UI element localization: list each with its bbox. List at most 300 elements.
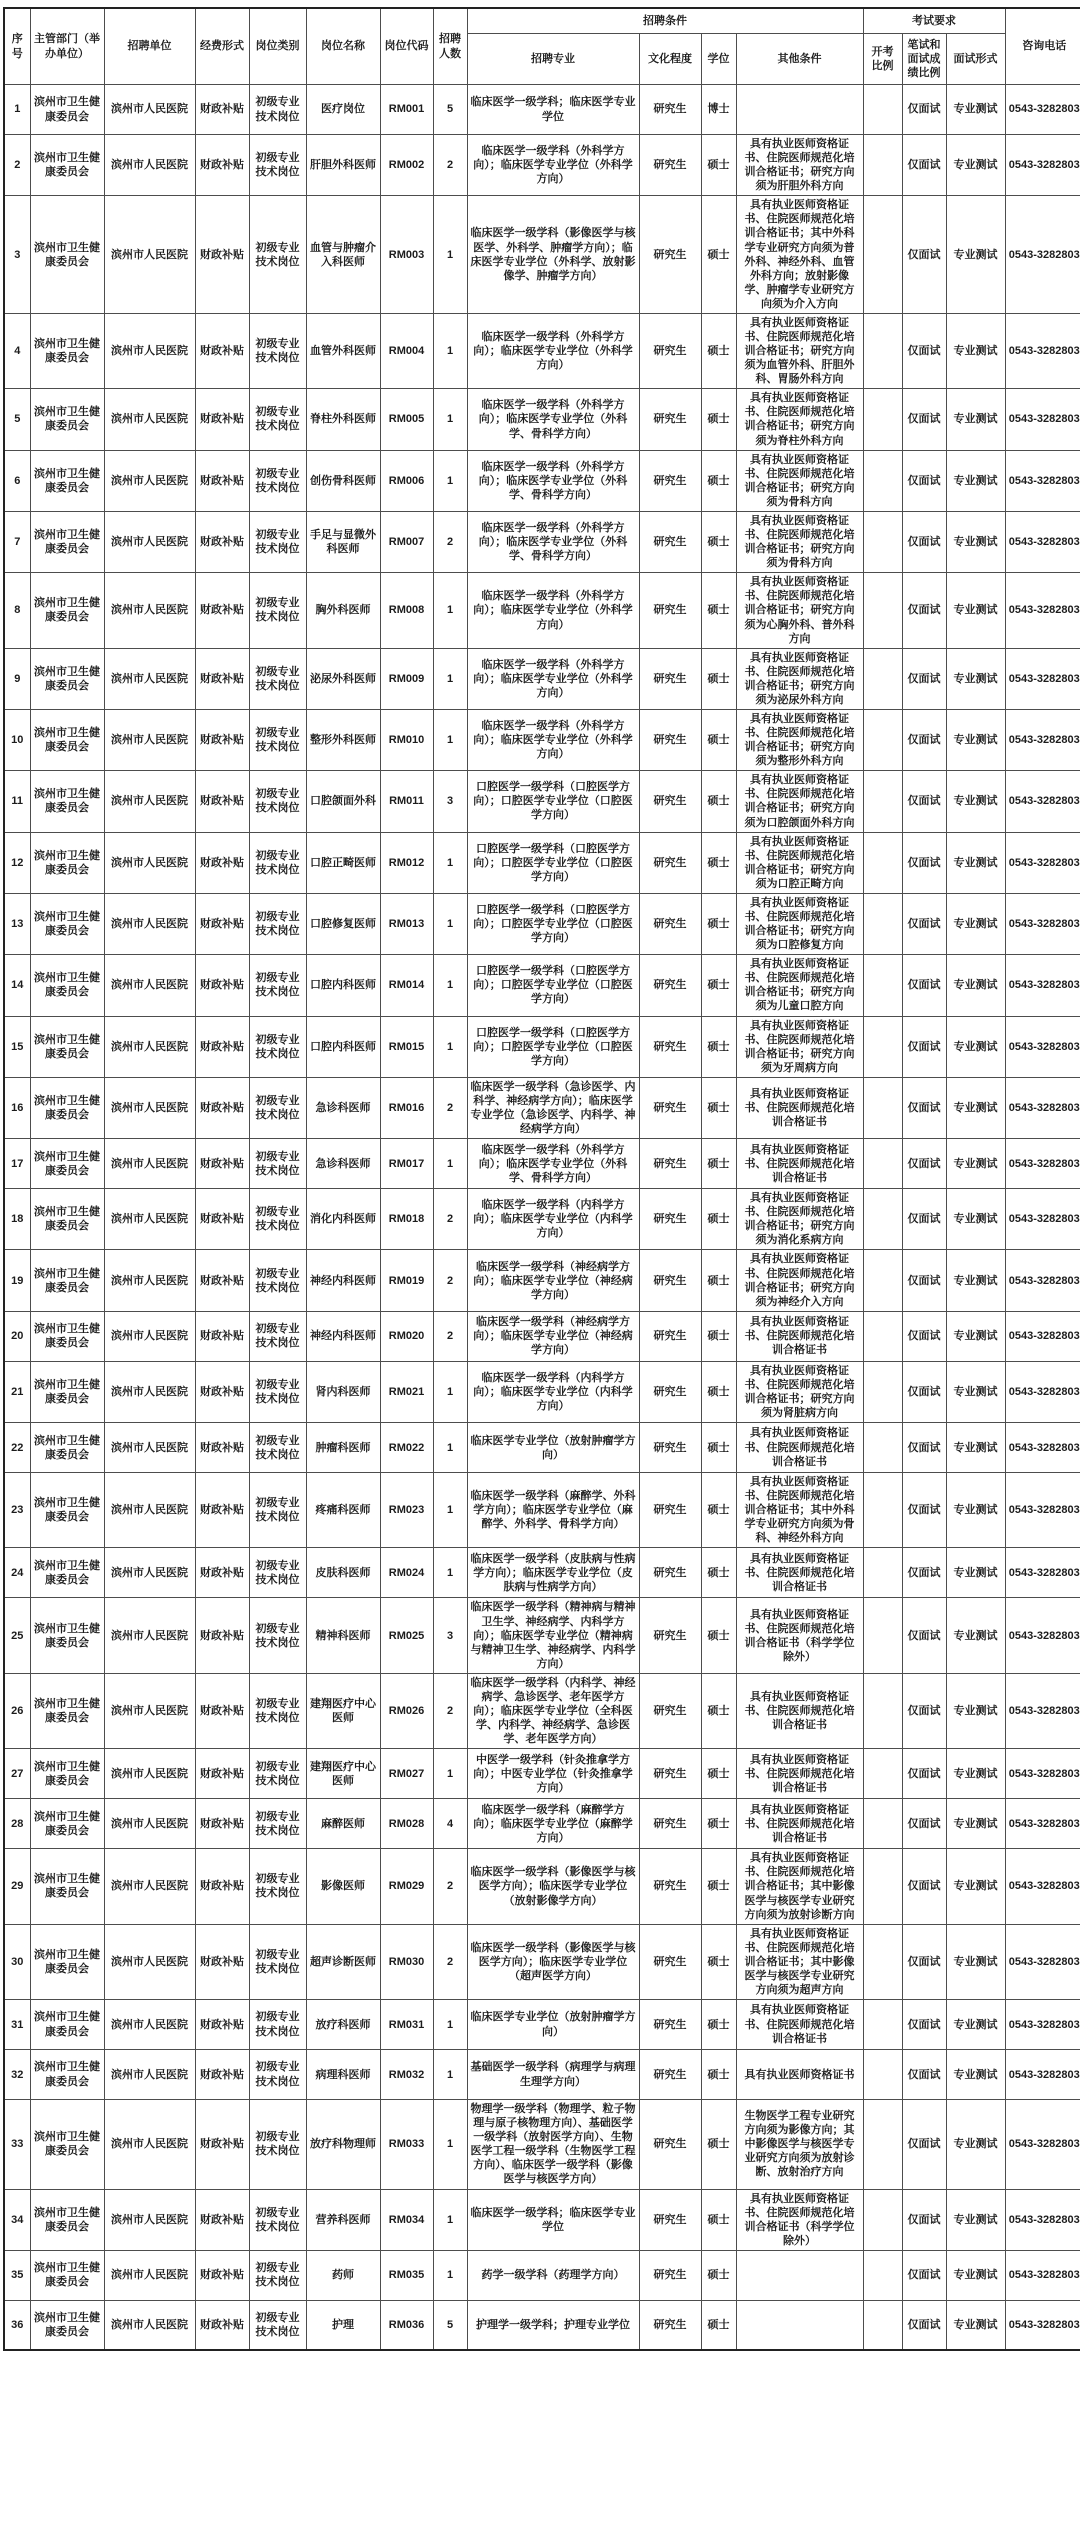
cell-phone: 0543-3282803	[1005, 450, 1080, 511]
cell-interview-form: 专业测试	[946, 196, 1005, 314]
cell-other-conditions: 具有执业医师资格证书、住院医师规范化培训合格证书；研究方向须为消化系病方向	[736, 1189, 863, 1250]
cell-phone: 0543-3282803	[1005, 135, 1080, 196]
cell-position-name: 急诊科医师	[306, 1139, 380, 1189]
cell-funding-form: 财政补贴	[195, 1361, 249, 1422]
cell-department: 滨州市卫生健康委员会	[30, 1311, 104, 1361]
cell-recruiting-unit: 滨州市人民医院	[104, 1311, 195, 1361]
cell-interview-form: 专业测试	[946, 893, 1005, 954]
cell-education: 研究生	[639, 1799, 701, 1849]
cell-recruiting-unit: 滨州市人民医院	[104, 1673, 195, 1748]
cell-position-category: 初级专业技术岗位	[249, 1361, 306, 1422]
cell-degree: 硕士	[701, 1673, 736, 1748]
table-row	[4, 1139, 1080, 1189]
cell-department: 滨州市卫生健康委员会	[30, 1423, 104, 1473]
cell-serial: 17	[4, 1139, 30, 1189]
cell-score-ratio: 仅面试	[902, 2300, 946, 2350]
cell-start-ratio	[863, 1749, 902, 1799]
cell-major: 临床医学一级学科（急诊医学、内科学、神经病学方向）；临床医学专业学位（急诊医学、内科学、神经病学方向）	[467, 1077, 639, 1138]
table-row	[4, 1016, 1080, 1077]
cell-start-ratio	[863, 1077, 902, 1138]
cell-recruit-count: 2	[433, 511, 467, 572]
cell-position-name: 病理科医师	[306, 2050, 380, 2100]
col-header-position-code: 岗位代码	[380, 8, 433, 85]
cell-education: 研究生	[639, 832, 701, 893]
cell-degree: 硕士	[701, 1139, 736, 1189]
cell-major: 临床医学专业学位（放射肿瘤学方向）	[467, 2000, 639, 2050]
cell-serial: 16	[4, 1077, 30, 1138]
table-row	[4, 1673, 1080, 1748]
cell-position-code: RM032	[380, 2050, 433, 2100]
cell-phone: 0543-3282803	[1005, 85, 1080, 135]
cell-other-conditions: 具有执业医师资格证书、住院医师规范化培训合格证书	[736, 1749, 863, 1799]
cell-funding-form: 财政补贴	[195, 893, 249, 954]
cell-position-category: 初级专业技术岗位	[249, 85, 306, 135]
recruitment-table	[3, 7, 1080, 2351]
cell-education: 研究生	[639, 313, 701, 388]
table-row	[4, 2250, 1080, 2300]
cell-major: 口腔医学一级学科（口腔医学方向）；口腔医学专业学位（口腔医学方向）	[467, 893, 639, 954]
table-row	[4, 2100, 1080, 2189]
cell-serial: 22	[4, 1423, 30, 1473]
cell-recruiting-unit: 滨州市人民医院	[104, 1799, 195, 1849]
cell-major: 临床医学一级学科（影像医学与核医学方向）；临床医学专业学位（放射影像学方向）	[467, 1849, 639, 1924]
cell-position-category: 初级专业技术岗位	[249, 1598, 306, 1673]
cell-department: 滨州市卫生健康委员会	[30, 135, 104, 196]
cell-position-category: 初级专业技术岗位	[249, 2250, 306, 2300]
cell-score-ratio: 仅面试	[902, 1673, 946, 1748]
cell-department: 滨州市卫生健康委员会	[30, 2250, 104, 2300]
cell-position-category: 初级专业技术岗位	[249, 1139, 306, 1189]
cell-interview-form: 专业测试	[946, 1849, 1005, 1924]
cell-funding-form: 财政补贴	[195, 1016, 249, 1077]
cell-recruiting-unit: 滨州市人民医院	[104, 2050, 195, 2100]
col-header-department: 主管部门（举办单位）	[30, 8, 104, 85]
cell-position-name: 疼痛科医师	[306, 1473, 380, 1548]
cell-degree: 硕士	[701, 1598, 736, 1673]
cell-serial: 31	[4, 2000, 30, 2050]
cell-degree: 硕士	[701, 648, 736, 709]
cell-degree: 硕士	[701, 450, 736, 511]
cell-start-ratio	[863, 450, 902, 511]
cell-other-conditions: 具有执业医师资格证书、住院医师规范化培训合格证书；其中外科学专业研究方向须为骨科、神经外科方向	[736, 1473, 863, 1548]
cell-other-conditions: 具有执业医师资格证书、住院医师规范化培训合格证书；其中外科学专业研究方向须为普外科、神经外科、血管外科方向；放射影像学、肿瘤学专业研究方向须为介入方向	[736, 196, 863, 314]
col-header-recruit-count: 招聘人数	[433, 8, 467, 85]
cell-recruit-count: 1	[433, 196, 467, 314]
cell-degree: 硕士	[701, 135, 736, 196]
col-header-recruiting-unit: 招聘单位	[104, 8, 195, 85]
cell-interview-form: 专业测试	[946, 1799, 1005, 1849]
cell-score-ratio: 仅面试	[902, 511, 946, 572]
cell-interview-form: 专业测试	[946, 511, 1005, 572]
cell-serial: 19	[4, 1250, 30, 1311]
cell-other-conditions	[736, 85, 863, 135]
cell-phone: 0543-3282803	[1005, 1548, 1080, 1598]
cell-recruiting-unit: 滨州市人民医院	[104, 313, 195, 388]
cell-start-ratio	[863, 313, 902, 388]
cell-recruiting-unit: 滨州市人民医院	[104, 2250, 195, 2300]
cell-start-ratio	[863, 2300, 902, 2350]
cell-serial: 14	[4, 955, 30, 1016]
cell-degree: 硕士	[701, 1250, 736, 1311]
col-header-start-ratio: 开考比例	[863, 34, 902, 85]
cell-education: 研究生	[639, 2050, 701, 2100]
cell-major: 临床医学一级学科（外科学方向）；临床医学专业学位（外科学、骨科学方向）	[467, 450, 639, 511]
cell-phone: 0543-3282803	[1005, 1361, 1080, 1422]
table-row	[4, 2000, 1080, 2050]
cell-funding-form: 财政补贴	[195, 2189, 249, 2250]
cell-position-code: RM002	[380, 135, 433, 196]
cell-score-ratio: 仅面试	[902, 1361, 946, 1422]
cell-serial: 21	[4, 1361, 30, 1422]
cell-phone: 0543-3282803	[1005, 196, 1080, 314]
cell-other-conditions: 具有执业医师资格证书、住院医师规范化培训合格证书；研究方向须为肾脏病方向	[736, 1361, 863, 1422]
cell-funding-form: 财政补贴	[195, 1598, 249, 1673]
cell-funding-form: 财政补贴	[195, 450, 249, 511]
cell-major: 临床医学一级学科（影像医学与核医学方向）；临床医学专业学位（超声医学方向）	[467, 1924, 639, 1999]
cell-score-ratio: 仅面试	[902, 450, 946, 511]
cell-recruit-count: 1	[433, 313, 467, 388]
col-header-other-conditions: 其他条件	[736, 34, 863, 85]
cell-major: 临床医学一级学科（精神病与精神卫生学、神经病学、内科学方向）；临床医学专业学位（精神病与精神卫生学、神经病学、内科学方向）	[467, 1598, 639, 1673]
cell-serial: 15	[4, 1016, 30, 1077]
cell-recruiting-unit: 滨州市人民医院	[104, 832, 195, 893]
cell-department: 滨州市卫生健康委员会	[30, 1139, 104, 1189]
cell-other-conditions: 具有执业医师资格证书、住院医师规范化培训合格证书	[736, 1077, 863, 1138]
cell-position-name: 血管与肿瘤介入科医师	[306, 196, 380, 314]
cell-other-conditions: 具有执业医师资格证书、住院医师规范化培训合格证书；研究方向须为整形外科方向	[736, 709, 863, 770]
cell-interview-form: 专业测试	[946, 709, 1005, 770]
cell-department: 滨州市卫生健康委员会	[30, 1077, 104, 1138]
cell-phone: 0543-3282803	[1005, 2250, 1080, 2300]
cell-position-code: RM018	[380, 1189, 433, 1250]
cell-serial: 12	[4, 832, 30, 893]
cell-funding-form: 财政补贴	[195, 1548, 249, 1598]
cell-phone: 0543-3282803	[1005, 955, 1080, 1016]
cell-position-name: 放疗科物理师	[306, 2100, 380, 2189]
cell-education: 研究生	[639, 135, 701, 196]
cell-position-name: 口腔颌面外科	[306, 771, 380, 832]
cell-major: 临床医学一级学科；临床医学专业学位	[467, 85, 639, 135]
cell-phone: 0543-3282803	[1005, 1139, 1080, 1189]
cell-department: 滨州市卫生健康委员会	[30, 1250, 104, 1311]
cell-serial: 2	[4, 135, 30, 196]
cell-serial: 26	[4, 1673, 30, 1748]
cell-score-ratio: 仅面试	[902, 1423, 946, 1473]
cell-position-category: 初级专业技术岗位	[249, 832, 306, 893]
cell-recruit-count: 3	[433, 1598, 467, 1673]
cell-serial: 30	[4, 1924, 30, 1999]
cell-recruit-count: 1	[433, 2100, 467, 2189]
cell-recruiting-unit: 滨州市人民医院	[104, 1423, 195, 1473]
cell-interview-form: 专业测试	[946, 389, 1005, 450]
cell-department: 滨州市卫生健康委员会	[30, 313, 104, 388]
cell-recruiting-unit: 滨州市人民医院	[104, 1189, 195, 1250]
table-row	[4, 955, 1080, 1016]
cell-major: 临床医学一级学科（外科学方向）；临床医学专业学位（外科学方向）	[467, 648, 639, 709]
cell-degree: 硕士	[701, 1924, 736, 1999]
cell-other-conditions: 具有执业医师资格证书、住院医师规范化培训合格证书	[736, 2000, 863, 2050]
cell-degree: 硕士	[701, 2300, 736, 2350]
cell-recruit-count: 1	[433, 2250, 467, 2300]
cell-position-category: 初级专业技术岗位	[249, 2000, 306, 2050]
cell-position-category: 初级专业技术岗位	[249, 1423, 306, 1473]
cell-education: 研究生	[639, 573, 701, 648]
cell-recruit-count: 1	[433, 573, 467, 648]
cell-position-name: 口腔内科医师	[306, 955, 380, 1016]
cell-interview-form: 专业测试	[946, 648, 1005, 709]
cell-degree: 硕士	[701, 2189, 736, 2250]
cell-interview-form: 专业测试	[946, 771, 1005, 832]
col-header-score-ratio: 笔试和面试成绩比例	[902, 34, 946, 85]
cell-education: 研究生	[639, 893, 701, 954]
cell-recruiting-unit: 滨州市人民医院	[104, 2189, 195, 2250]
cell-education: 研究生	[639, 1924, 701, 1999]
cell-department: 滨州市卫生健康委员会	[30, 1749, 104, 1799]
table-row	[4, 1749, 1080, 1799]
cell-other-conditions: 具有执业医师资格证书、住院医师规范化培训合格证书	[736, 1139, 863, 1189]
cell-major: 中医学一级学科（针灸推拿学方向）；中医专业学位（针灸推拿学方向）	[467, 1749, 639, 1799]
cell-position-code: RM014	[380, 955, 433, 1016]
cell-position-code: RM029	[380, 1849, 433, 1924]
cell-degree: 硕士	[701, 1423, 736, 1473]
cell-position-code: RM016	[380, 1077, 433, 1138]
cell-phone: 0543-3282803	[1005, 2300, 1080, 2350]
table-row	[4, 1077, 1080, 1138]
table-row	[4, 85, 1080, 135]
cell-interview-form: 专业测试	[946, 1139, 1005, 1189]
cell-major: 临床医学一级学科；临床医学专业学位	[467, 2189, 639, 2250]
cell-phone: 0543-3282803	[1005, 1799, 1080, 1849]
cell-major: 临床医学一级学科（外科学方向）；临床医学专业学位（外科学方向）	[467, 313, 639, 388]
cell-recruiting-unit: 滨州市人民医院	[104, 1749, 195, 1799]
cell-position-name: 肝胆外科医师	[306, 135, 380, 196]
cell-interview-form: 专业测试	[946, 85, 1005, 135]
cell-score-ratio: 仅面试	[902, 1473, 946, 1548]
cell-department: 滨州市卫生健康委员会	[30, 1849, 104, 1924]
cell-position-code: RM013	[380, 893, 433, 954]
cell-phone: 0543-3282803	[1005, 1423, 1080, 1473]
cell-serial: 5	[4, 389, 30, 450]
cell-score-ratio: 仅面试	[902, 573, 946, 648]
cell-recruiting-unit: 滨州市人民医院	[104, 1924, 195, 1999]
table-row	[4, 196, 1080, 314]
cell-start-ratio	[863, 196, 902, 314]
cell-position-code: RM011	[380, 771, 433, 832]
cell-major: 临床医学一级学科（麻醉学方向）；临床医学专业学位（麻醉学方向）	[467, 1799, 639, 1849]
cell-position-category: 初级专业技术岗位	[249, 2189, 306, 2250]
cell-position-name: 放疗科医师	[306, 2000, 380, 2050]
cell-position-category: 初级专业技术岗位	[249, 1924, 306, 1999]
cell-education: 研究生	[639, 1423, 701, 1473]
cell-major: 口腔医学一级学科（口腔医学方向）；口腔医学专业学位（口腔医学方向）	[467, 832, 639, 893]
cell-position-category: 初级专业技术岗位	[249, 196, 306, 314]
cell-recruit-count: 1	[433, 1139, 467, 1189]
cell-recruit-count: 5	[433, 2300, 467, 2350]
cell-position-category: 初级专业技术岗位	[249, 1189, 306, 1250]
cell-education: 研究生	[639, 389, 701, 450]
cell-major: 临床医学一级学科（外科学方向）；临床医学专业学位（外科学方向）	[467, 573, 639, 648]
cell-serial: 18	[4, 1189, 30, 1250]
cell-department: 滨州市卫生健康委员会	[30, 1016, 104, 1077]
cell-recruit-count: 5	[433, 85, 467, 135]
cell-start-ratio	[863, 511, 902, 572]
cell-education: 研究生	[639, 2300, 701, 2350]
cell-department: 滨州市卫生健康委员会	[30, 1473, 104, 1548]
cell-start-ratio	[863, 1189, 902, 1250]
cell-education: 研究生	[639, 1548, 701, 1598]
cell-start-ratio	[863, 955, 902, 1016]
cell-position-code: RM031	[380, 2000, 433, 2050]
cell-degree: 硕士	[701, 2050, 736, 2100]
cell-serial: 25	[4, 1598, 30, 1673]
table-row	[4, 573, 1080, 648]
cell-position-name: 超声诊断医师	[306, 1924, 380, 1999]
table-row	[4, 2050, 1080, 2100]
table-row	[4, 1189, 1080, 1250]
cell-position-category: 初级专业技术岗位	[249, 1799, 306, 1849]
cell-recruiting-unit: 滨州市人民医院	[104, 1016, 195, 1077]
cell-start-ratio	[863, 1423, 902, 1473]
table-row	[4, 313, 1080, 388]
cell-position-code: RM017	[380, 1139, 433, 1189]
cell-department: 滨州市卫生健康委员会	[30, 893, 104, 954]
cell-interview-form: 专业测试	[946, 1250, 1005, 1311]
cell-department: 滨州市卫生健康委员会	[30, 1361, 104, 1422]
cell-major: 临床医学一级学科（外科学方向）；临床医学专业学位（外科学、骨科学方向）	[467, 1139, 639, 1189]
cell-start-ratio	[863, 2100, 902, 2189]
cell-serial: 28	[4, 1799, 30, 1849]
cell-position-code: RM015	[380, 1016, 433, 1077]
cell-start-ratio	[863, 1548, 902, 1598]
cell-recruiting-unit: 滨州市人民医院	[104, 135, 195, 196]
cell-interview-form: 专业测试	[946, 2100, 1005, 2189]
cell-position-code: RM033	[380, 2100, 433, 2189]
cell-start-ratio	[863, 648, 902, 709]
cell-position-code: RM005	[380, 389, 433, 450]
cell-score-ratio: 仅面试	[902, 955, 946, 1016]
cell-other-conditions: 具有执业医师资格证书、住院医师规范化培训合格证书；其中影像医学与核医学专业研究方向须为超声方向	[736, 1924, 863, 1999]
cell-phone: 0543-3282803	[1005, 1598, 1080, 1673]
cell-department: 滨州市卫生健康委员会	[30, 1799, 104, 1849]
cell-score-ratio: 仅面试	[902, 1924, 946, 1999]
cell-position-category: 初级专业技术岗位	[249, 2100, 306, 2189]
cell-department: 滨州市卫生健康委员会	[30, 511, 104, 572]
cell-recruiting-unit: 滨州市人民医院	[104, 450, 195, 511]
cell-funding-form: 财政补贴	[195, 1673, 249, 1748]
cell-interview-form: 专业测试	[946, 1423, 1005, 1473]
cell-education: 研究生	[639, 709, 701, 770]
cell-start-ratio	[863, 1799, 902, 1849]
cell-recruit-count: 1	[433, 2189, 467, 2250]
cell-department: 滨州市卫生健康委员会	[30, 196, 104, 314]
cell-other-conditions: 具有执业医师资格证书、住院医师规范化培训合格证书（科学学位除外）	[736, 2189, 863, 2250]
cell-other-conditions: 具有执业医师资格证书、住院医师规范化培训合格证书；研究方向须为肝胆外科方向	[736, 135, 863, 196]
cell-department: 滨州市卫生健康委员会	[30, 389, 104, 450]
cell-recruiting-unit: 滨州市人民医院	[104, 893, 195, 954]
cell-start-ratio	[863, 1139, 902, 1189]
cell-other-conditions: 具有执业医师资格证书	[736, 2050, 863, 2100]
cell-interview-form: 专业测试	[946, 1016, 1005, 1077]
cell-recruiting-unit: 滨州市人民医院	[104, 511, 195, 572]
cell-start-ratio	[863, 1849, 902, 1924]
cell-interview-form: 专业测试	[946, 1749, 1005, 1799]
cell-recruit-count: 1	[433, 1548, 467, 1598]
cell-position-code: RM022	[380, 1423, 433, 1473]
cell-education: 研究生	[639, 1311, 701, 1361]
cell-phone: 0543-3282803	[1005, 2189, 1080, 2250]
table-row	[4, 389, 1080, 450]
cell-serial: 13	[4, 893, 30, 954]
cell-recruiting-unit: 滨州市人民医院	[104, 85, 195, 135]
cell-position-category: 初级专业技术岗位	[249, 1077, 306, 1138]
cell-recruit-count: 1	[433, 709, 467, 770]
cell-position-code: RM003	[380, 196, 433, 314]
cell-funding-form: 财政补贴	[195, 196, 249, 314]
cell-other-conditions: 具有执业医师资格证书、住院医师规范化培训合格证书；研究方向须为口腔修复方向	[736, 893, 863, 954]
table-row	[4, 1423, 1080, 1473]
cell-interview-form: 专业测试	[946, 2050, 1005, 2100]
cell-position-category: 初级专业技术岗位	[249, 135, 306, 196]
col-header-position-category: 岗位类别	[249, 8, 306, 85]
cell-degree: 硕士	[701, 1361, 736, 1422]
cell-phone: 0543-3282803	[1005, 2050, 1080, 2100]
cell-position-category: 初级专业技术岗位	[249, 1311, 306, 1361]
cell-phone: 0543-3282803	[1005, 511, 1080, 572]
cell-education: 研究生	[639, 2100, 701, 2189]
cell-score-ratio: 仅面试	[902, 1598, 946, 1673]
cell-other-conditions: 具有执业医师资格证书、住院医师规范化培训合格证书	[736, 1311, 863, 1361]
cell-start-ratio	[863, 573, 902, 648]
cell-education: 研究生	[639, 1361, 701, 1422]
cell-major: 护理学一级学科；护理专业学位	[467, 2300, 639, 2350]
table-row	[4, 893, 1080, 954]
cell-position-name: 皮肤科医师	[306, 1548, 380, 1598]
cell-funding-form: 财政补贴	[195, 85, 249, 135]
cell-degree: 硕士	[701, 573, 736, 648]
cell-position-code: RM012	[380, 832, 433, 893]
cell-degree: 硕士	[701, 1799, 736, 1849]
cell-serial: 27	[4, 1749, 30, 1799]
cell-recruiting-unit: 滨州市人民医院	[104, 1849, 195, 1924]
cell-recruit-count: 2	[433, 1311, 467, 1361]
table-row	[4, 1311, 1080, 1361]
cell-major: 临床医学一级学科（内科学方向）；临床医学专业学位（内科学方向）	[467, 1361, 639, 1422]
cell-funding-form: 财政补贴	[195, 1423, 249, 1473]
cell-position-category: 初级专业技术岗位	[249, 511, 306, 572]
cell-funding-form: 财政补贴	[195, 648, 249, 709]
cell-score-ratio: 仅面试	[902, 85, 946, 135]
cell-department: 滨州市卫生健康委员会	[30, 955, 104, 1016]
cell-major: 临床医学一级学科（内科学方向）；临床医学专业学位（内科学方向）	[467, 1189, 639, 1250]
cell-score-ratio: 仅面试	[902, 771, 946, 832]
cell-serial: 23	[4, 1473, 30, 1548]
col-header-education: 文化程度	[639, 34, 701, 85]
cell-interview-form: 专业测试	[946, 1473, 1005, 1548]
cell-education: 研究生	[639, 1598, 701, 1673]
cell-major: 临床医学一级学科（外科学方向）；临床医学专业学位（外科学方向）	[467, 709, 639, 770]
cell-score-ratio: 仅面试	[902, 1311, 946, 1361]
cell-position-code: RM030	[380, 1924, 433, 1999]
cell-start-ratio	[863, 709, 902, 770]
cell-major: 临床医学一级学科（外科学方向）；临床医学专业学位（外科学方向）	[467, 135, 639, 196]
cell-phone: 0543-3282803	[1005, 648, 1080, 709]
cell-recruiting-unit: 滨州市人民医院	[104, 1473, 195, 1548]
cell-serial: 20	[4, 1311, 30, 1361]
cell-score-ratio: 仅面试	[902, 893, 946, 954]
cell-recruiting-unit: 滨州市人民医院	[104, 771, 195, 832]
cell-position-name: 营养科医师	[306, 2189, 380, 2250]
cell-recruiting-unit: 滨州市人民医院	[104, 1077, 195, 1138]
